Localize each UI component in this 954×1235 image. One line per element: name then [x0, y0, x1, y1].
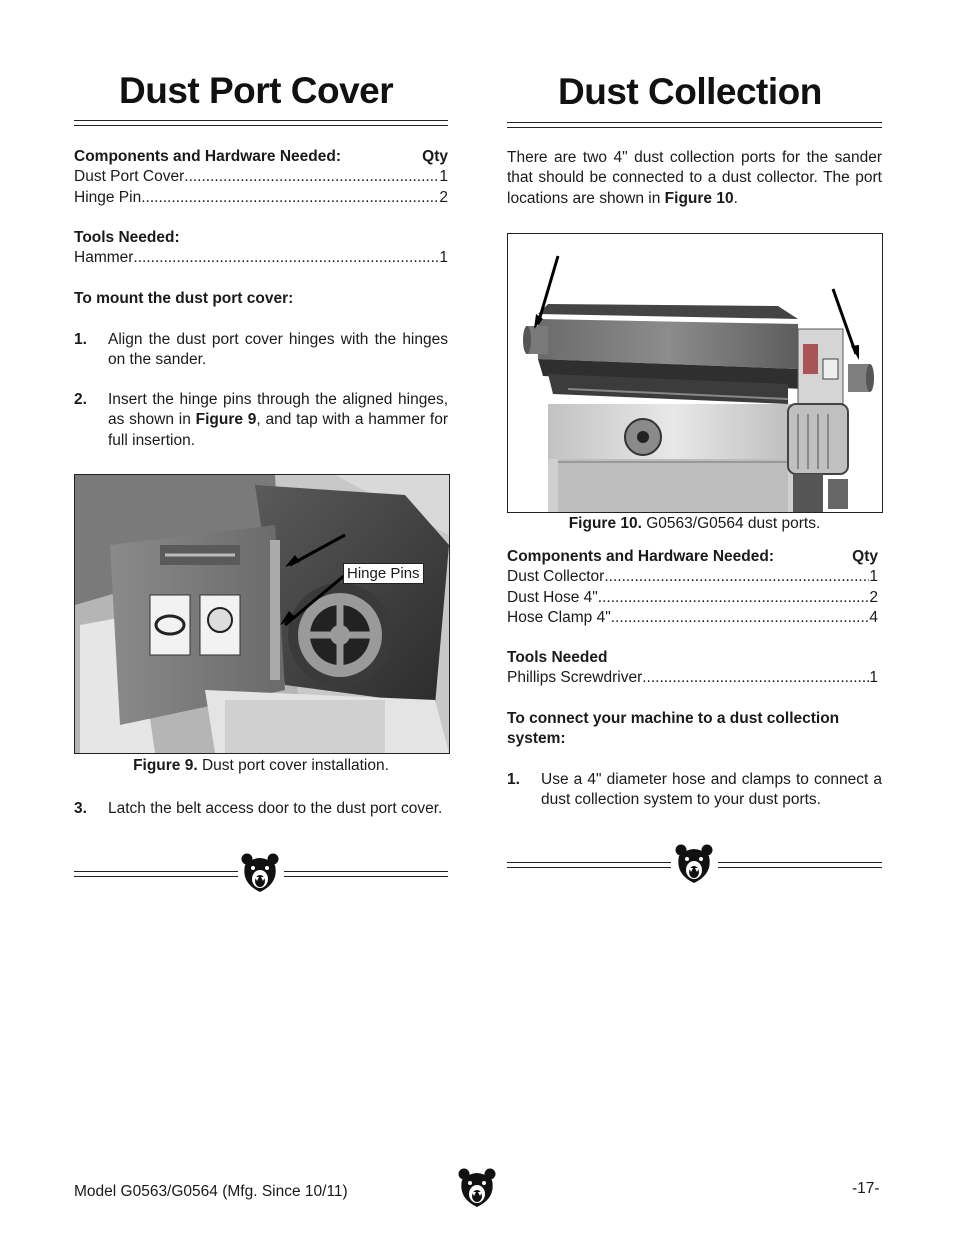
components-block [507, 547, 878, 628]
footer-model: Model G0563/G0564 (Mfg. Since 10/11) [74, 1183, 348, 1200]
step-text: Insert the hinge pins through the aligned hinges, as shown in Figure 9, and tap with a hammer for full insertion. [108, 391, 448, 449]
component-qty: 4 [869, 608, 878, 626]
figure-9-caption [74, 757, 448, 775]
tools-block [74, 228, 448, 269]
tools-header: Tools Needed [507, 649, 608, 666]
dust-port-cover-photo [75, 475, 449, 753]
component-name: Hose Clamp 4" [507, 608, 611, 626]
procedure-header: To mount the dust port cover: [74, 290, 294, 307]
components-header-row [74, 147, 448, 167]
component-qty: 1 [869, 568, 878, 586]
step-item [74, 390, 448, 451]
step-text: Use a 4" diameter hose and clamps to connect a dust collection system to your dust ports. [541, 771, 882, 809]
page-number: -17- [852, 1180, 880, 1197]
component-qty: 1 [439, 168, 448, 186]
figure-label: Figure 10. [568, 515, 642, 532]
figure-reference: Figure 9 [195, 411, 257, 429]
qty-header: Qty [852, 548, 878, 565]
grizzly-bear-footer-logo-icon [458, 1168, 496, 1208]
step-item [74, 799, 448, 819]
grizzly-bear-logo-icon [675, 844, 713, 884]
step-number: 1. [74, 331, 87, 348]
tool-row [74, 248, 448, 268]
component-row [507, 608, 878, 628]
figure-reference: Figure 10 [664, 189, 734, 207]
section-title-dust-collection: Dust Collection [558, 71, 822, 112]
component-name: Dust Collector [507, 568, 605, 586]
component-row [74, 167, 448, 187]
title-rule [507, 122, 882, 123]
step-item [507, 770, 882, 811]
figure-10-caption [507, 515, 882, 533]
component-name: Dust Hose 4" [507, 588, 598, 606]
component-row [74, 188, 448, 208]
tool-name: Hammer [74, 249, 134, 267]
tool-qty: 1 [439, 249, 448, 267]
tool-qty: 1 [869, 669, 878, 687]
tools-block [507, 648, 878, 689]
components-block [74, 147, 448, 208]
step-number: 2. [74, 391, 87, 408]
figure-9-photo [74, 474, 450, 754]
qty-header: Qty [422, 148, 448, 165]
components-header-row [507, 547, 878, 567]
step-item [74, 330, 448, 371]
component-name: Dust Port Cover [74, 168, 185, 186]
figure-caption-text: Dust port cover installation. [197, 757, 389, 774]
component-qty: 2 [869, 588, 878, 606]
component-row [507, 588, 878, 608]
components-header: Components and Hardware Needed: [507, 548, 774, 565]
tool-row [507, 668, 878, 688]
figure-caption-text: G0563/G0564 dust ports. [641, 515, 821, 532]
component-qty: 2 [439, 188, 448, 206]
figure-10-photo [507, 233, 883, 513]
tools-header: Tools Needed: [74, 229, 180, 246]
tool-name: Phillips Screwdriver [507, 669, 643, 687]
components-header: Components and Hardware Needed: [74, 148, 341, 165]
grizzly-bear-logo-icon [241, 853, 279, 893]
step-text: Latch the belt access door to the dust port cover. [108, 800, 443, 817]
sander-dust-ports-photo [508, 234, 882, 512]
section-title-dust-port-cover: Dust Port Cover [119, 70, 394, 111]
component-name: Hinge Pin [74, 188, 142, 206]
step-number: 1. [507, 771, 520, 788]
hinge-pins-callout: Hinge Pins [343, 563, 424, 584]
figure-label: Figure 9. [133, 757, 198, 774]
step-number: 3. [74, 800, 87, 817]
intro-paragraph: There are two 4" dust collection ports for the sander that should be connected to a dust collector. The port locations are shown in Figure 10. [507, 149, 882, 207]
title-rule [74, 120, 448, 121]
component-row [507, 567, 878, 587]
procedure-header: To connect your machine to a dust collection system: [507, 710, 840, 748]
step-text: Align the dust port cover hinges with the hinges on the sander. [108, 331, 448, 369]
